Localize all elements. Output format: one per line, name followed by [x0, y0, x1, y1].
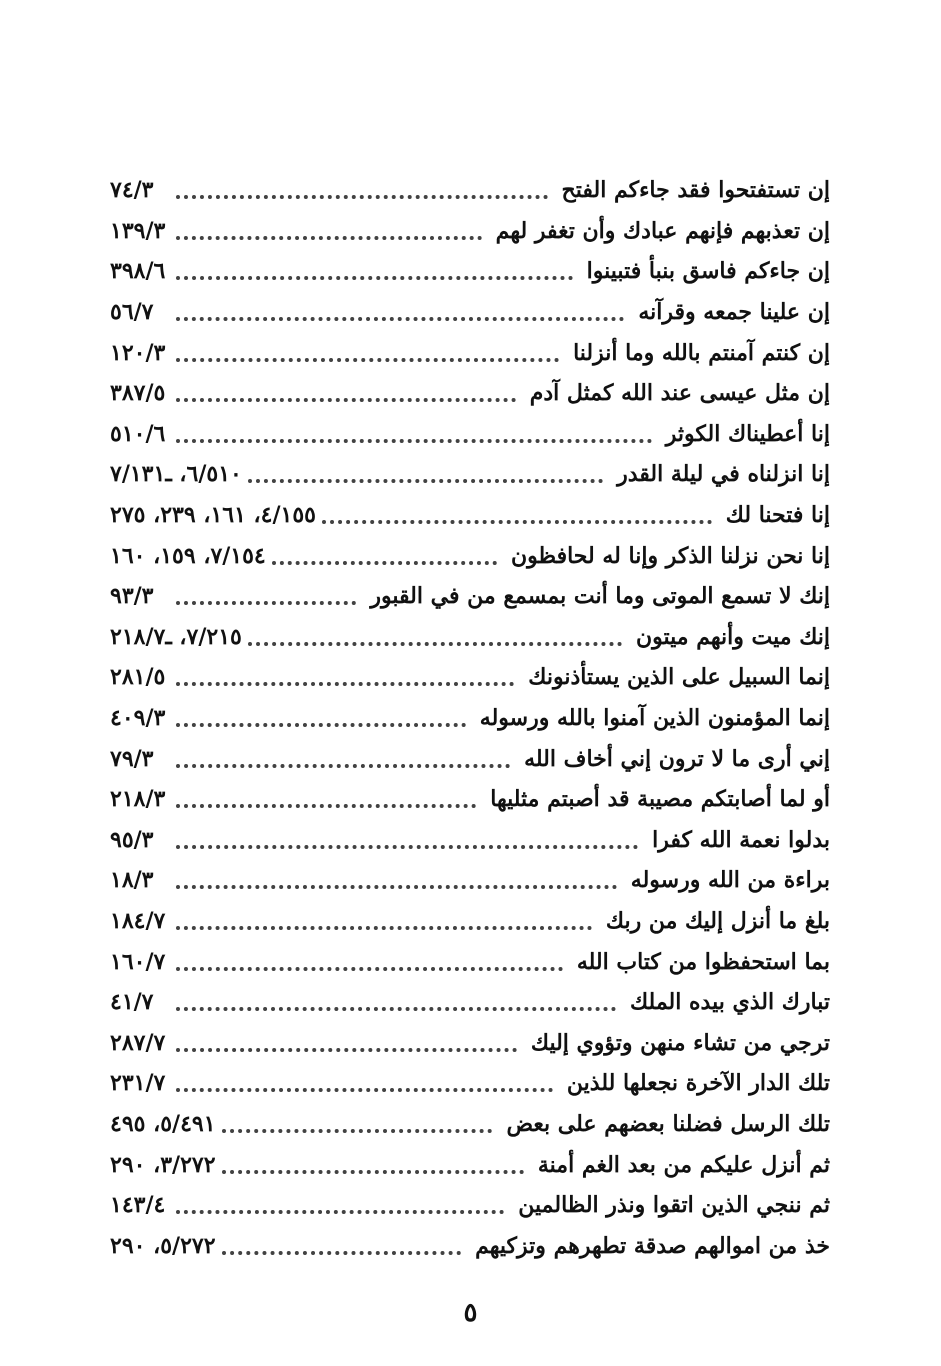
verse-text: إن تستفتحوا فقد جاءكم الفتح — [561, 177, 830, 204]
verse-text: تلك الرسل فضلنا بعضهم على بعض — [506, 1110, 830, 1137]
volume-page-reference: ١٢٠/٣ — [110, 339, 166, 366]
verse-text: إنا أعطيناك الكوثر — [665, 420, 830, 447]
dot-leader — [248, 453, 603, 483]
volume-page-reference: ٧٩/٣ — [110, 745, 154, 772]
index-entry — [110, 657, 830, 698]
index-entry — [110, 211, 830, 252]
verse-text: ثم أنزل عليكم من بعد الغم أمنة — [537, 1151, 830, 1178]
volume-page-reference: ٥١٠/٦ — [110, 420, 166, 447]
dot-leader — [248, 616, 622, 646]
volume-page-reference: ٢١٨/٣ — [110, 786, 166, 813]
index-entry — [110, 698, 830, 739]
volume-page-reference: ٥٦/٧ — [110, 299, 154, 326]
index-entry — [110, 292, 830, 333]
dot-leader — [176, 575, 356, 605]
index-entry — [110, 454, 830, 495]
index-entry — [110, 860, 830, 901]
verse-text: إنما المؤمنون الذين آمنوا بالله ورسوله — [479, 705, 830, 732]
verse-text: بلغ ما أنزل إليك من ربك — [605, 907, 830, 934]
verse-text: ثم ننجي الذين اتقوا ونذر الظالمين — [518, 1192, 830, 1219]
dot-leader — [272, 535, 497, 565]
index-entry — [110, 1022, 830, 1063]
index-entry — [110, 535, 830, 576]
dot-leader — [176, 1022, 517, 1052]
volume-page-reference: ٩٣/٣ — [110, 583, 154, 610]
dot-leader — [176, 981, 616, 1011]
index-entry — [110, 251, 830, 292]
volume-page-reference: ٢٣١/٧ — [110, 1070, 166, 1097]
dot-leader — [176, 941, 563, 971]
verse-text: براءة من الله ورسوله — [630, 867, 830, 894]
index-entry — [110, 1225, 830, 1266]
volume-page-reference: ٤١/٧ — [110, 989, 154, 1016]
volume-page-reference: ٧/١٥٤، ١٥٩، ١٦٠ — [110, 542, 266, 569]
verse-text: إنما السبيل على الذين يستأذنونك — [528, 664, 830, 691]
volume-page-reference: ١٦٠/٧ — [110, 948, 166, 975]
verse-text: بما استحفظوا من كتاب الله — [576, 948, 830, 975]
index-entry — [110, 1104, 830, 1145]
dot-leader — [176, 778, 476, 808]
volume-page-reference: ٤٠٩/٣ — [110, 705, 166, 732]
volume-page-reference: ٤/١٥٥، ١٦١، ٢٣٩، ٢٧٥ — [110, 502, 316, 529]
verse-text: خذ من اموالهم صدقة تطهرهم وتزكيهم — [475, 1232, 830, 1259]
dot-leader — [176, 1062, 553, 1092]
verse-index-list — [110, 170, 830, 1266]
volume-page-reference: ١٨/٣ — [110, 867, 154, 894]
page-number: ٥ — [463, 1298, 478, 1328]
volume-page-reference: ٢٨١/٥ — [110, 664, 166, 691]
index-entry — [110, 617, 830, 658]
index-entry — [110, 576, 830, 617]
volume-page-reference: ١٣٩/٣ — [110, 217, 166, 244]
verse-text: إنا انزلناه في ليلة القدر — [617, 461, 830, 488]
dot-leader — [176, 332, 559, 362]
volume-page-reference: ١٨٤/٧ — [110, 907, 166, 934]
dot-leader — [176, 697, 466, 727]
index-entry — [110, 170, 830, 211]
dot-leader — [176, 250, 573, 280]
dot-leader — [176, 859, 617, 889]
verse-text: إن جاءكم فاسق بنبأ فتبينوا — [586, 258, 830, 285]
dot-leader — [176, 210, 482, 240]
dot-leader — [176, 372, 516, 402]
index-entry — [110, 1144, 830, 1185]
volume-page-reference: ٥/٤٩١، ٤٩٥ — [110, 1110, 216, 1137]
volume-page-reference: ١٤٣/٤ — [110, 1192, 166, 1219]
dot-leader — [176, 656, 514, 686]
index-entry — [110, 982, 830, 1023]
index-entry — [110, 495, 830, 536]
volume-page-reference: ٦/٥١٠، ـ٧/١٣١ — [110, 461, 242, 488]
dot-leader — [176, 413, 652, 443]
verse-text: إنا فتحنا لك — [725, 502, 830, 529]
index-entry — [110, 1185, 830, 1226]
volume-page-reference: ٧٤/٣ — [110, 177, 154, 204]
verse-text: إنك لا تسمع الموتى وما أنت بمسمع من في القبور — [370, 583, 830, 610]
volume-page-reference: ٧/٢١٥، ـ٢١٨/٧ — [110, 623, 242, 650]
verse-text: إن مثل عيسى عند الله كمثل آدم — [529, 380, 830, 407]
verse-text: إن علينا جمعه وقرآنه — [638, 299, 830, 326]
volume-page-reference: ٩٥/٣ — [110, 826, 154, 853]
dot-leader — [176, 900, 592, 930]
verse-text: إنا نحن نزلنا الذكر وإنا له لحافظون — [511, 542, 830, 569]
volume-page-reference: ٣٨٧/٥ — [110, 380, 166, 407]
index-entry — [110, 373, 830, 414]
volume-page-reference: ٥/٢٧٢، ٢٩٠ — [110, 1232, 216, 1259]
index-entry — [110, 414, 830, 455]
index-entry — [110, 901, 830, 942]
index-entry — [110, 779, 830, 820]
dot-leader — [222, 1103, 493, 1133]
verse-text: تبارك الذي بيده الملك — [630, 989, 830, 1016]
dot-leader — [222, 1144, 524, 1174]
dot-leader — [176, 1184, 504, 1214]
dot-leader — [176, 819, 638, 849]
verse-text: إن تعذبهم فإنهم عبادك وأن تغفر لهم — [495, 217, 830, 244]
verse-text: أو لما أصابتكم مصيبة قد أصبتم مثليها — [490, 786, 830, 813]
dot-leader — [176, 169, 548, 199]
index-entry — [110, 738, 830, 779]
verse-text: تلك الدار الآخرة نجعلها للذين — [566, 1070, 830, 1097]
dot-leader — [176, 738, 510, 768]
index-entry — [110, 1063, 830, 1104]
verse-text: إنك ميت وأنهم ميتون — [635, 623, 830, 650]
dot-leader — [222, 1225, 462, 1255]
volume-page-reference: ٢٨٧/٧ — [110, 1029, 166, 1056]
verse-text: إن كنتم آمنتم بالله وما أنزلنا — [573, 339, 830, 366]
dot-leader — [176, 291, 624, 321]
volume-page-reference: ٣/٢٧٢، ٢٩٠ — [110, 1151, 216, 1178]
verse-text: ترجي من تشاء منهن وتؤوي إليك — [530, 1029, 830, 1056]
dot-leader — [322, 494, 712, 524]
verse-text: بدلوا نعمة الله كفرا — [652, 826, 830, 853]
volume-page-reference: ٣٩٨/٦ — [110, 258, 166, 285]
index-entry — [110, 332, 830, 373]
verse-text: إني أرى ما لا ترون إني أخاف الله — [524, 745, 830, 772]
index-entry — [110, 941, 830, 982]
index-entry — [110, 820, 830, 861]
